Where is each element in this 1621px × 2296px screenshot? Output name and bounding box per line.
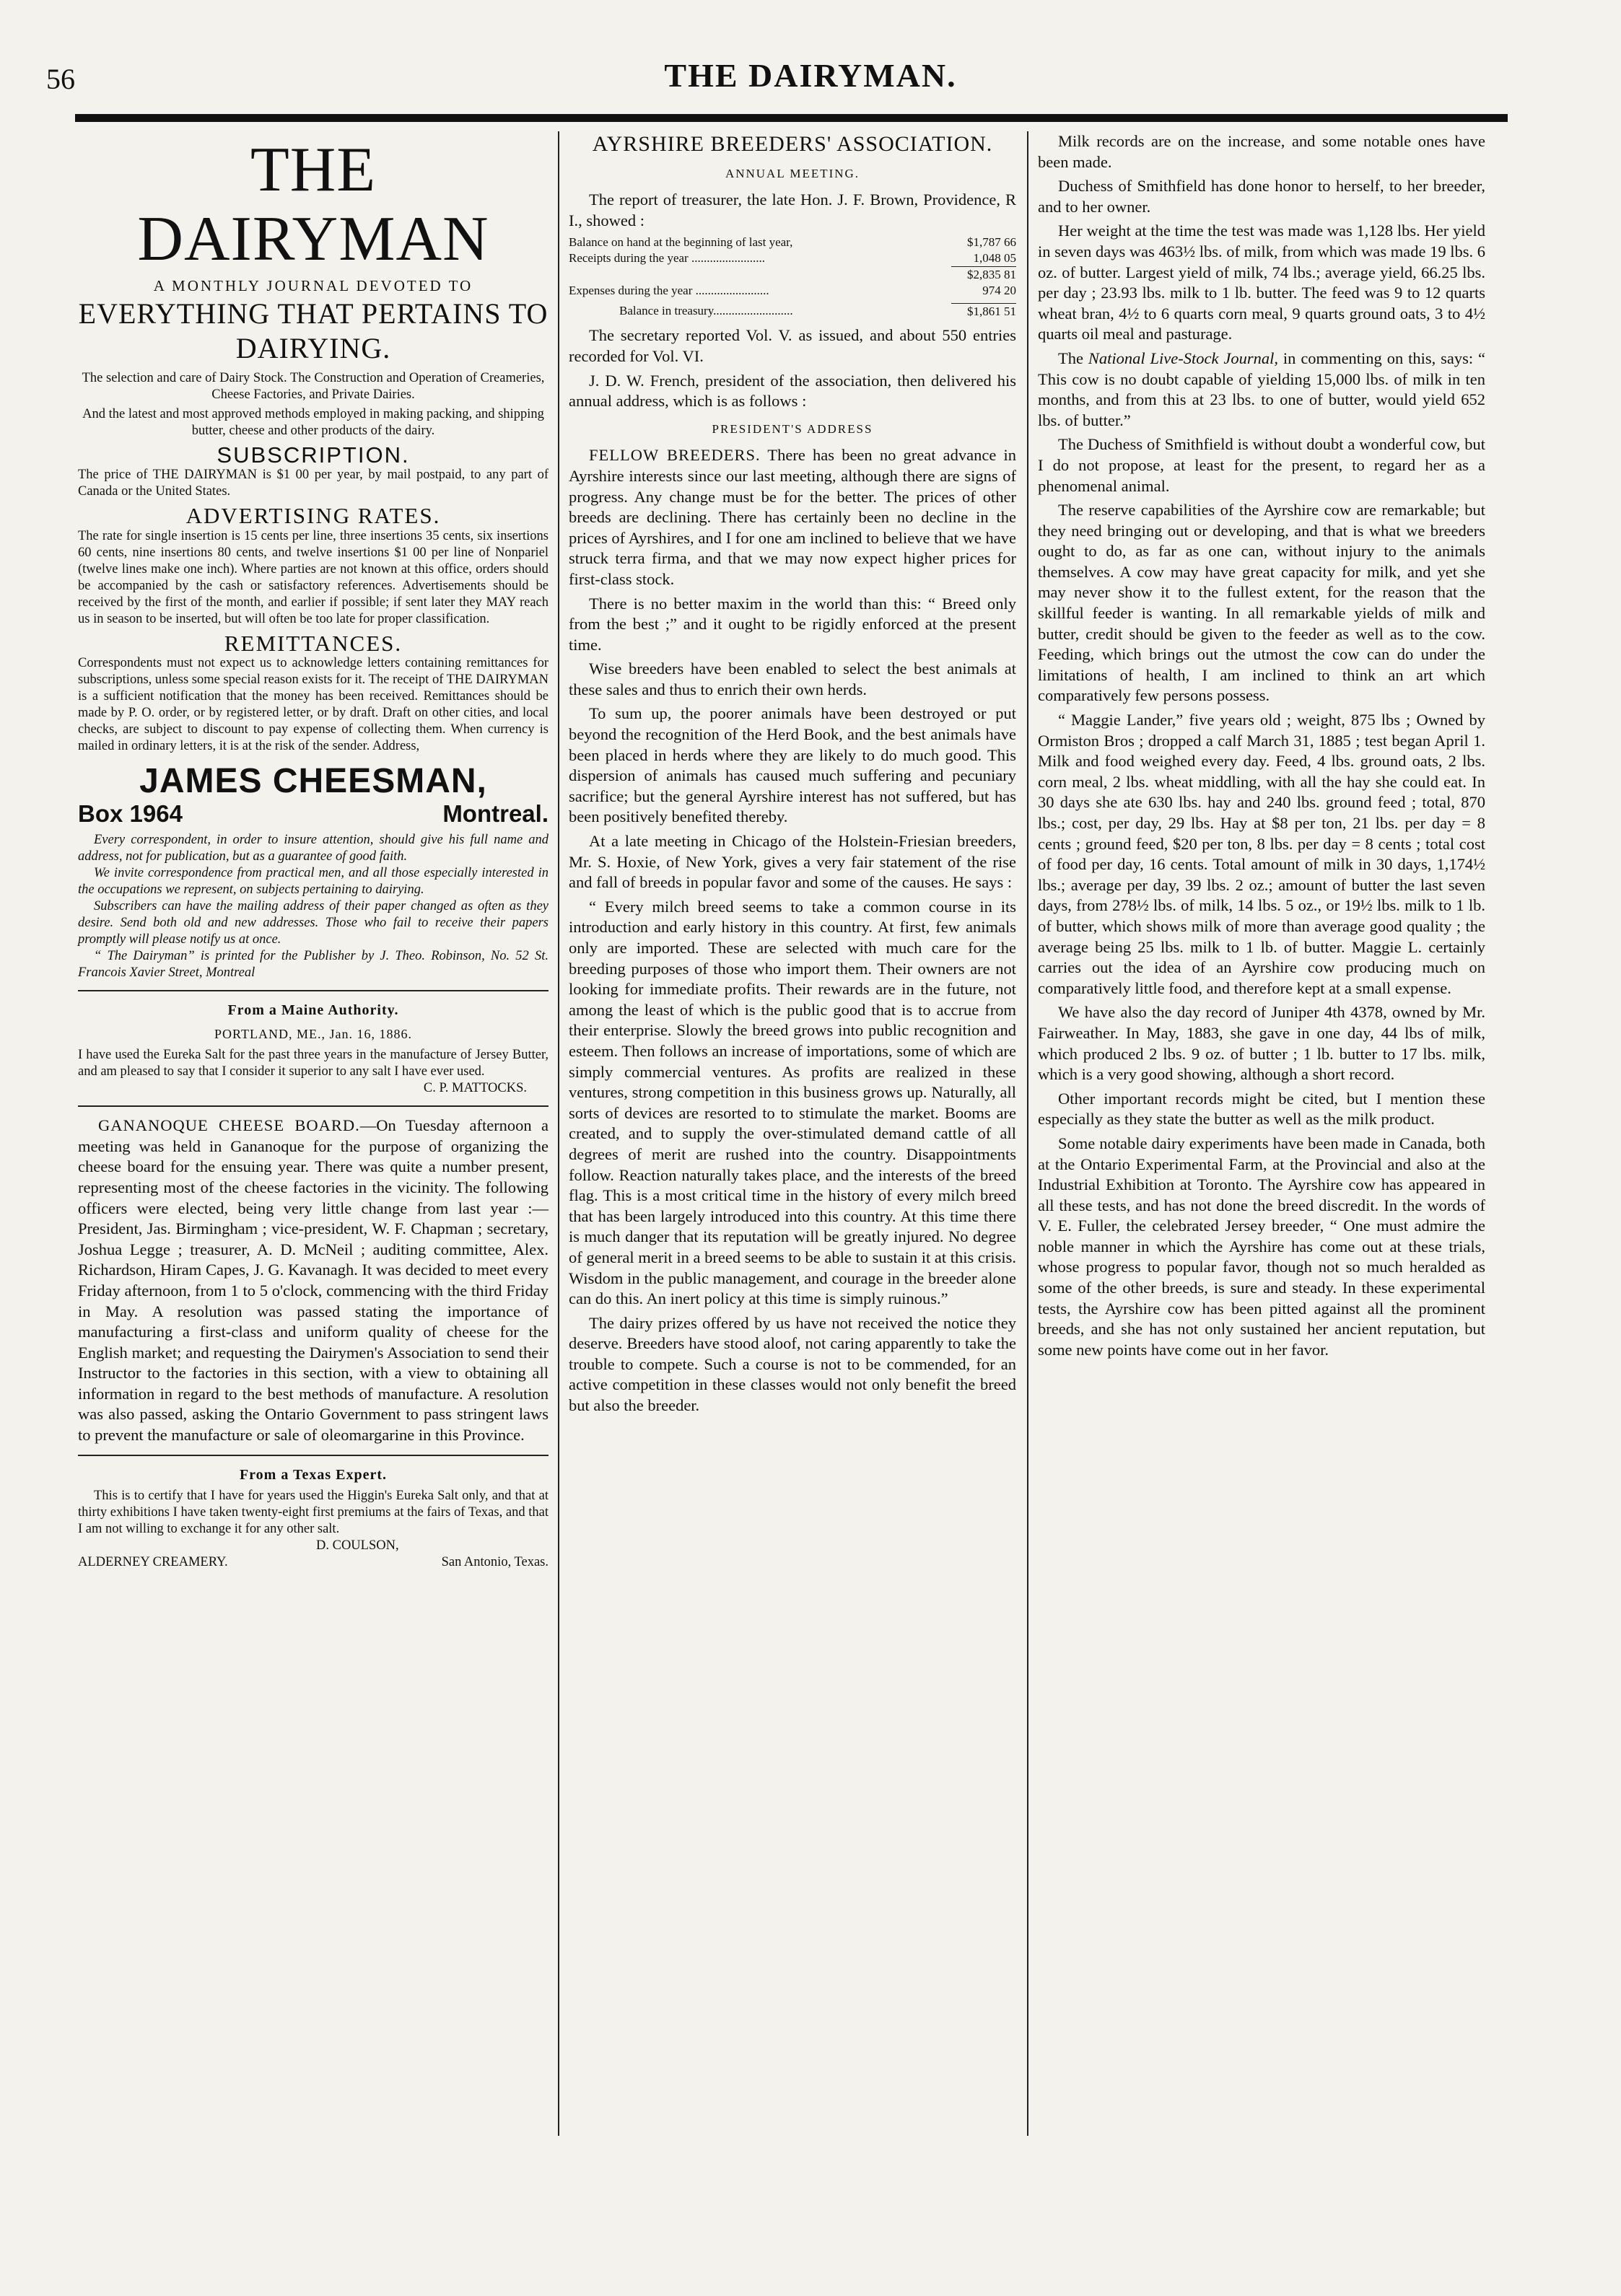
section-divider-2 <box>78 1105 549 1107</box>
address-p7: The dairy prizes offered by us have not received the notice they deserve. Breeders have stood aloof, not caring apparently to take the trouble to compete. Such a course is not to be commended, for an active competition in these classes would not only benefit the breed but also the breeder. <box>569 1313 1016 1415</box>
ledger-row <box>569 235 1016 250</box>
ledger-label: Balance on hand at the beginning of last year, <box>569 235 793 250</box>
texas-signature: D. COULSON, <box>316 1538 399 1554</box>
column-3 <box>1038 131 1485 1364</box>
column-1 <box>78 131 549 1571</box>
address-p1-text: There has been no great advance in Ayrshire interests since our last meeting, although there are signs of progress. Any change must be for the better. The prices of other breeds are declining. There has certainly been no decline in the prices of Ayrshires, and I for one am inclined to believe that we have struck terra firma, and that we may now expect higher prices for first-class stock. <box>569 446 1016 588</box>
publisher-note-4: “ The Dairyman” is printed for the Publisher by J. Theo. Robinson, No. 52 St. Francois Xavier Street, Montreal <box>78 948 549 980</box>
ledger-row <box>569 283 1016 299</box>
masthead-title: THE DAIRYMAN <box>137 135 489 274</box>
masthead-subtitle: A MONTHLY JOURNAL DEVOTED TO <box>153 277 473 294</box>
publisher-notes <box>78 832 549 981</box>
col3-p1: Milk records are on the increase, and some notable ones have been made. <box>1038 132 1485 171</box>
ayrshire-p1: The report of treasurer, the late Hon. J. F. Brown, Providence, R I., showed : <box>569 190 1016 229</box>
masthead-intro-2: And the latest and most approved methods employed in making packing, and shipping butter, cheese and other products of the dairy. <box>82 406 544 438</box>
ledger-row <box>569 303 1016 320</box>
ledger-row <box>569 250 1016 266</box>
ledger-amount: $2,835 81 <box>951 266 1016 283</box>
column-rule-1 <box>558 131 559 2136</box>
ayrshire-heading: AYRSHIRE BREEDERS' ASSOCIATION. <box>592 132 993 156</box>
address-p6: “ Every milch breed seems to take a common course in its introduction and early history in this country. At first, few animals only are imported. These are selected with much care for the breeding purposes of those who import them. Their owners are not looking for immediate profits. Their rewards are in the future, not among the least of which is the public good that is to accrue from their enterprise. Slowly the breed grows into public recognition and esteem. Then follows an increase of importations, some of which are simply commercial ventures. As profits are realized in these ventures, strong competition in this business grows up. Naturally, all sorts of devices are resorted to to stimulate the market. Booms are created, and to supply the over-stimulated demand cattle of all degrees of merit are rushed into the country. Disappointments follow. Reaction naturally takes place, and the interests of the breed flag. This is a most critical time in the history of every milch breed that has been largely introduced into this country. At this time there is much danger that its reputation will be greatly injured. No degree of general merit in a breed seems to be able to sustain it at this crisis. Wisdom in the public management, and courage in the breeder alone can do this. An inert policy at this time is simply ruinous.” <box>569 897 1016 1308</box>
running-title: THE DAIRYMAN. <box>664 57 957 94</box>
maine-heading: From a Maine Authority. <box>227 1002 399 1018</box>
publisher-note-1: Every correspondent, in order to insure attention, should give his full name and address, not for publication, but as a guarantee of good faith. <box>78 832 549 864</box>
journal-title: National Live-Stock Journal, <box>1088 349 1279 367</box>
header-rule <box>75 114 1508 122</box>
ledger-amount: $1,861 51 <box>951 303 1016 320</box>
subscription-text-block <box>78 467 549 500</box>
section-divider <box>78 990 549 991</box>
treasurer-ledger <box>569 235 1016 320</box>
maine-text: I have used the Eureka Salt for the past three years in the manufacture of Jersey Butter, and am pleased to say that I consider it superior to any salt I have ever used. <box>78 1048 549 1079</box>
publisher-address <box>78 800 549 828</box>
gananoque-text: —On Tuesday afternoon a meeting was held in Gananoque for the purpose of organizing the cheese board for the ensuing year. There was quite a number present, representing most of the cheese factories in the vicinity. The following officers were elected, being very little change from last year :—President, Jas. Birmingham ; vice-president, W. F. Chapman ; secretary, Joshua Legge ; treasurer, A. D. McNeil ; auditing committee, Alex. Richardson, Hiram Capes, J. G. Kavanagh. It was decided to meet every Friday afternoon, from 1 to 5 o'clock, commencing with the third Friday in May. A resolution was passed stating the importance of manufacturing a first-class and uniform quality of cheese for the English market; and requesting the Dairymen's Association to send their Instructor to the factories in this section, with a view to obtaining all information in regard to the best methods of manufacture. A resolution was also passed, asking the Ontario Government to pass stringent laws to prevent the manufacture or sale of oleomargarine in this Province. <box>78 1116 549 1445</box>
col3-p7: “ Maggie Lander,” five years old ; weight, 875 lbs ; Owned by Ormiston Bros ; dropped a calf March 31, 1885 ; test began April 1. Milk and food weighed every day. Feed, 4 lbs. ground oats, 2 lbs. corn meal, 2 lbs. wheat middling, with all the hay she could eat. In 30 days she ate 630 lbs. hay and 240 lbs. ground feed ; total, 870 lbs.; cost, per day, 29 lbs. Hay at $8 per ton, 21 lbs. per day = 8 cents ; ground feed, $20 per ton, 8 lbs. per day = 8 cents ; total cost of food per day, 16 cents. Total amount of milk in 30 days, 1,174½ lbs.; average per day, 39 lbs. 2 oz.; amount of butter the last seven days, from 278½ lbs. of milk, 14 lbs. 5 oz., or 19½ lbs. milk to 1 lb. of butter, which shows milk of more than average good quality ; the average being 25 lbs. milk to 1 lb. of butter. Maggie L. certainly carries out the idea of an Ayrshire cow producing much on comparatively little food, and therefore kept at a small expense. <box>1038 711 1485 997</box>
col3-p10: Some notable dairy experiments have been made in Canada, both at the Ontario Experimental Farm, at the Provincial and also at the Industrial Exhibition at Toronto. The Ayrshire cow has appeared in all these tests, and has not done the breed discredit. In the words of V. E. Fuller, the celebrated Jersey breeder, “ One must admire the noble manner in which the Ayrshire has come out at these trials, whose progress to popular favor, though not so much heralded as some of the other breeds, is sure and steady. In these experimental tests, the Ayrshire cow has been pitted against all the prominent breeds, and she has not only sustained her ancient reputation, but some new points have come out in her favor. <box>1038 1134 1485 1359</box>
texas-place-right: San Antonio, Texas. <box>441 1555 549 1570</box>
publisher-city: Montreal. <box>442 800 549 828</box>
ledger-label: Receipts during the year ........................ <box>569 251 765 266</box>
texas-place-line <box>78 1554 549 1571</box>
maine-dateline: PORTLAND, ME., Jan. 16, 1886. <box>214 1026 412 1041</box>
masthead-intro-1: The selection and care of Dairy Stock. The Construction and Operation of Creameries, Cheese Factories, and Private Dairies. <box>82 370 545 402</box>
remittances-text-block <box>78 655 549 755</box>
gananoque-lead: GANANOQUE CHEESE BOARD. <box>98 1116 360 1135</box>
address-p5: At a late meeting in Chicago of the Holstein-Friesian breeders, Mr. S. Hoxie, of New York, gives a very fair statement of the rise and fall of breeds in popular favor and some of the causes. He says : <box>569 832 1016 892</box>
ledger-label: Expenses during the year ........................ <box>569 284 769 298</box>
ledger-amount: $1,787 66 <box>967 235 1016 250</box>
col3-p4 <box>1038 349 1485 431</box>
section-divider-3 <box>78 1455 549 1456</box>
ledger-label: Balance in treasury.......................... <box>619 304 793 318</box>
gananoque-article <box>78 1116 549 1446</box>
texas-place-left: ALDERNEY CREAMERY. <box>78 1555 228 1570</box>
ayrshire-subheading: ANNUAL MEETING. <box>725 166 860 180</box>
ledger-row <box>569 266 1016 283</box>
address-lead: FELLOW BREEDERS. <box>589 446 761 465</box>
col3-p3: Her weight at the time the test was made was 1,128 lbs. Her yield in seven days was 463½ lbs. of milk, from which was made 19 lbs. 6 oz. of butter. Largest yield of milk, 74 lbs.; average yield, 66.25 lbs. per day ; 23.93 lbs. milk to 1 lb. butter. The feed was 9 to 12 quarts wheat bran, 4½ to 6 quarts corn meal, 9 quarts ground oats, 3 to 4½ quarts oil meal and pasturage. <box>1038 222 1485 343</box>
address-heading: PRESIDENT'S ADDRESS <box>712 421 873 436</box>
col3-p9: Other important records might be cited, but I mention these especially as they state the butter as well as the milk product. <box>1038 1089 1485 1129</box>
maine-signature: C. P. MATTOCKS. <box>423 1081 527 1096</box>
address-p1 <box>569 445 1016 590</box>
advertising-heading: ADVERTISING RATES. <box>185 503 441 529</box>
remittances-text: Correspondents must not expect us to acknowledge letters containing remittances for subscriptions, unless some special reason exists for it. The receipt of THE DAIRYMAN is a sufficient notification that the money has been received. Remittances should be made by P. O. order, or by registered letter, or by draft. Draft on other cities, and local checks, are subject to discount to pay expense of collecting them. When currency is mailed in ordinary letters, it is at the risk of the sender. Address, <box>78 656 549 754</box>
address-p4: To sum up, the poorer animals have been destroyed or put beyond the recognition of the Herd Book, and the best animals have been placed in herds where they are likely to do much good. This dispersion of animals has caused much suffering and pecuniary sacrifice; but the general Ayrshire interest has not suffered, but has been positively benefited thereby. <box>569 704 1016 826</box>
page-number: 56 <box>46 63 75 95</box>
publisher-note-3: Subscribers can have the mailing address of their paper changed as often as they desire. Send both old and new addresses. Those who fail to receive their papers promptly will please notify us at once. <box>78 898 549 947</box>
masthead-tagline: EVERYTHING THAT PERTAINS TO DAIRYING. <box>78 297 549 364</box>
col3-p5: The Duchess of Smithfield is without doubt a wonderful cow, but I do not propose, at least for the present, to regard her as a phenomenal animal. <box>1038 435 1485 495</box>
column-rule-2 <box>1027 131 1028 2136</box>
address-p3: Wise breeders have been enabled to select the best animals at these sales and thus to enrich their own herds. <box>569 660 1016 698</box>
col3-p4-post: in commenting on this, says: “ This cow is no doubt capable of yielding 15,000 lbs. of milk in ten months, and from this at 23 lbs. to one of butter, would yield 652 lbs. of butter.” <box>1038 349 1486 429</box>
ayrshire-p3: J. D. W. French, president of the association, then delivered his annual address, which is as follows : <box>569 371 1016 411</box>
publisher-note-2: We invite correspondence from practical men, and all those especially interested in the occupations we represent, on subjects pertaining to dairying. <box>78 865 549 897</box>
col3-p2: Duchess of Smithfield has done honor to herself, to her breeder, and to her owner. <box>1038 177 1485 216</box>
masthead-intro <box>78 370 549 439</box>
column-2 <box>569 131 1016 1420</box>
col3-p6: The reserve capabilities of the Ayrshire cow are remarkable; but they need bringing out or developing, and that is what we breeders ought to do, as far as one can, without injury to the animals themselves. A cow may have great capacity for milk, and yet she may never show it to the fullest extent, for the reason that the skillful feeder is wanting. In all remarkable yields of milk and butter, credit should be given to the feeder as well as to the cow. Feeding, which brings out the utmost the cow can do under the limitations of health, I am inclined to think an art which comparatively few persons possess. <box>1038 501 1485 705</box>
advertising-text-block <box>78 528 549 628</box>
address-p2: There is no better maxim in the world than this: “ Breed only from the best ;” and it ought to be rigidly enforced at the present time. <box>569 594 1016 654</box>
subscription-text: The price of THE DAIRYMAN is $1 00 per year, by mail postpaid, to any part of Canada or the United States. <box>78 468 549 499</box>
texas-heading: From a Texas Expert. <box>239 1466 388 1483</box>
remittances-heading: REMITTANCES. <box>224 630 403 656</box>
publisher-name: JAMES CHEESMAN, <box>139 762 487 801</box>
subscription-heading: SUBSCRIPTION. <box>217 442 410 468</box>
ledger-amount: 1,048 05 <box>973 251 1016 266</box>
texas-text-block <box>78 1488 549 1571</box>
publisher-box: Box 1964 <box>78 800 183 828</box>
maine-text-block <box>78 1047 549 1097</box>
texas-text: This is to certify that I have for years used the Higgin's Eureka Salt only, and that at thirty exhibitions I have taken twenty-eight first premiums at the fairs of Texas, and that I am not willing to exchange it for any other salt. <box>78 1489 549 1537</box>
col3-p4-pre: The <box>1058 349 1088 367</box>
ayrshire-p2: The secretary reported Vol. V. as issued, and about 550 entries recorded for Vol. VI. <box>569 326 1016 365</box>
ledger-amount: 974 20 <box>982 284 1016 298</box>
advertising-text: The rate for single insertion is 15 cents per line, three insertions 35 cents, six insertions 60 cents, nine insertions 80 cents, and twelve insertions $1 00 per line of Nonpariel (twelve lines make one inch). Where parties are not known at this office, orders should be accompanied by the cash or satisfactory references. Advertisements should be received by the first of the month, and earlier if possible; if sent later they MAY reach us in season to be inserted, but will often be too late for proper classification. <box>78 528 549 626</box>
col3-p8: We have also the day record of Juniper 4th 4378, owned by Mr. Fairweather. In May, 1883, she gave in one day, 44 lbs of milk, which produced 2 lbs. 9 oz. of butter ; 1 lb. butter to 17 lbs. milk, which is a very good showing, although a short record. <box>1038 1003 1485 1084</box>
